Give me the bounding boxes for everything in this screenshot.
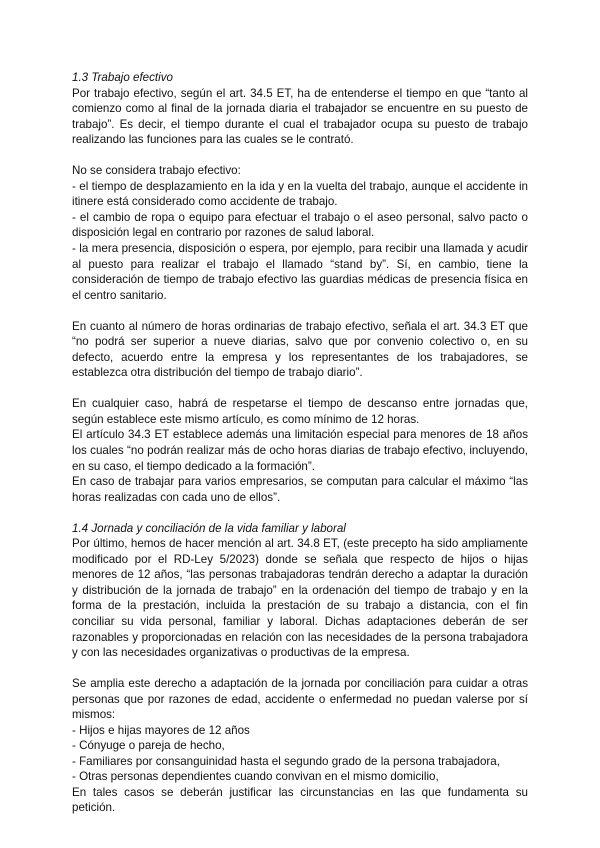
spacer [72,505,528,521]
list-item-cambio-ropa: - el cambio de ropa o equipo para efectuar el trabajo o el aseo personal, salvo pacto o disposición legal en contrario por razones de salud laboral. [72,210,528,240]
list-item-hijos: - Hijos e hijas mayores de 12 años [72,723,250,737]
list-item-dependientes: - Otras personas dependientes cuando convivan en el mismo domicilio, [72,770,439,784]
spacer [72,303,528,319]
paragraph-varios-empresarios: En caso de trabajar para varios empresarios, se computan para calcular el máximo “las horas realizadas con cada uno de ellos”. [72,475,528,504]
list-item-mera-presencia: - la mera presencia, disposición o espera, por ejemplo, para recibir una llamada y acudir al puesto para realizar el trabajo el llamado “stand by”. Sí, en cambio, tiene la consideración de tiempo de trabajo efectivo las guardias médicas de presencia física en el centro sanitario. [72,241,528,302]
document-page [72,70,528,816]
paragraph-art-34-8: Por último, hemos de hacer mención al art. 34.8 ET, (este precepto ha sido ampliamente modificado por el RD-Ley 5/2023) donde se señala que respecto de hijos o hijas menores de 12 años, “las personas trabajadoras tendrán derecho a adaptar la duración y distribución de la jornada de trabajo” en la ordenación del tiempo de trabajo y en la forma de la prestación, incluida la prestación de su trabajo a distancia, con el fin conciliar su vida personal, familiar y laboral. Dichas adaptaciones deberán de ser razonables y proporcionadas en relación con las necesidades de la persona trabajadora y con las necesidades organizativas o productivas de la empresa. [72,537,528,660]
spacer [72,148,528,164]
paragraph-menores: El artículo 34.3 ET establece además una limitación especial para menores de 18 años los cuales “no podrán realizar más de ocho horas diarias de trabajo efectivo, incluyendo, en su caso, el tiempo dedicado a la formación”. [72,428,528,473]
list-item-familiares: - Familiares por consanguinidad hasta el segundo grado de la persona trabajadora, [72,754,500,768]
spacer [72,381,528,397]
paragraph-definicion: Por trabajo efectivo, según el art. 34.5 ET, ha de entenderse el tiempo en que “tanto al comienzo como al final de la jornada diaria el trabajador se encuentre en su puesto de trabajo”. Es decir, el tiempo durante el cual el trabajador ocupa su puesto de trabajo realizando las funciones para las cuales se le contrató. [72,86,528,147]
paragraph-horas-ordinarias: En cuanto al número de horas ordinarias de trabajo efectivo, señala el art. 34.3 ET que “no podrá ser superior a nueve diarias, salvo que por convenio colectivo o, en su defecto, acuerdo entre la empresa y los representantes de los trabajadores, se establezca otra distribución del tiempo de trabajo diario”. [72,319,528,380]
paragraph-no-efectivo-intro: No se considera trabajo efectivo: [72,164,241,178]
section-heading-conciliacion: 1.4 Jornada y conciliación de la vida familiar y laboral [72,521,346,535]
paragraph-ampliacion-intro: Se amplia este derecho a adaptación de la jornada por conciliación para cuidar a otras personas que por razones de edad, accidente o enfermedad no puedan valerse por sí mismos: [72,677,528,722]
paragraph-descanso: En cualquier caso, habrá de respetarse el tiempo de descanso entre jornadas que, según establece este mismo artículo, es como mínimo de 12 horas. [72,397,528,426]
list-item-desplazamiento: - el tiempo de desplazamiento en la ida y en la vuelta del trabajo, aunque el accidente in itinere está considerado como accidente de trabajo. [72,179,528,209]
spacer [72,661,528,677]
section-heading-trabajo-efectivo: 1.3 Trabajo efectivo [72,71,173,84]
paragraph-justificacion: En tales casos se deberán justificar las circunstancias en las que fundamenta su petición. [72,785,528,815]
list-item-conyuge: - Cónyuge o pareja de hecho, [72,739,225,753]
